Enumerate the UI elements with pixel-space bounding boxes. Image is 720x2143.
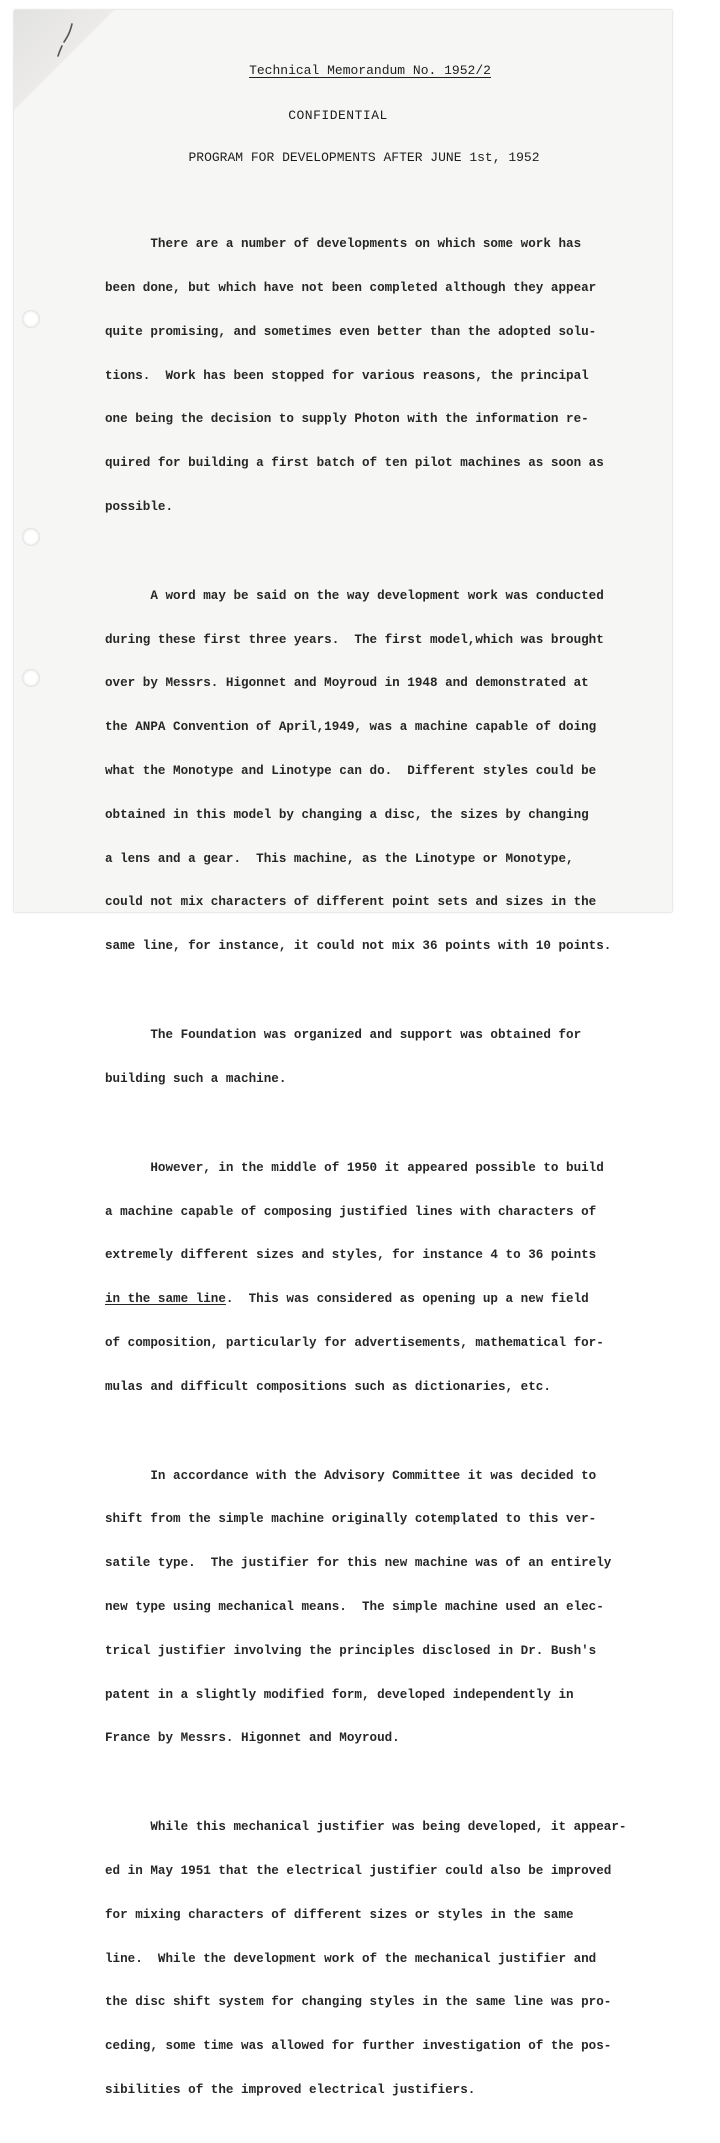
text-line: shift from the simple machine originally cotemplated to this ver- — [105, 1512, 597, 1527]
text-line: tions. Work has been stopped for various reasons, the principal — [105, 368, 589, 383]
text-line: The Foundation was organized and support was obtained for — [105, 1028, 582, 1043]
text-line: While this mechanical justifier was being developed, it appear- — [105, 1820, 627, 1835]
text-line: A word may be said on the way development work was conducted — [105, 588, 604, 603]
text-line: obtained in this model by changing a disc, the sizes by changing — [105, 807, 589, 822]
text-line: the disc shift system for changing styles in the same line was pro- — [105, 1995, 612, 2010]
text-line: of composition, particularly for advertisements, mathematical for- — [105, 1335, 604, 1350]
punch-hole — [22, 310, 40, 328]
text-line: There are a number of developments on which some work has — [105, 237, 582, 252]
text-line: what the Monotype and Linotype can do. Different styles could be — [105, 763, 597, 778]
text-line: same line, for instance, it could not mix 36 points with 10 points. — [105, 939, 612, 954]
text-line: sibilities of the improved electrical justifiers. — [105, 2083, 476, 2098]
paragraph-2 — [105, 560, 665, 983]
text-line: satile type. The justifier for this new machine was of an entirely — [105, 1556, 612, 1571]
memo-title — [20, 63, 720, 78]
text-line: a machine capable of composing justified lines with characters of — [105, 1204, 597, 1219]
text-line: possible. — [105, 499, 174, 514]
paragraph-4 — [105, 1132, 665, 1424]
text-line: during these first three years. The first model,which was brought — [105, 632, 604, 647]
text-line: over by Messrs. Higonnet and Moyroud in 1948 and demonstrated at — [105, 676, 589, 691]
punch-hole — [22, 669, 40, 687]
underlined-phrase: in the same line — [105, 1292, 226, 1307]
text-line: for mixing characters of different sizes or styles in the same — [105, 1907, 574, 1922]
text-line: patent in a slightly modified form, developed independently in — [105, 1687, 574, 1702]
text-line: the ANPA Convention of April,1949, was a machine capable of doing — [105, 720, 597, 735]
text-line: In accordance with the Advisory Committee it was decided to — [105, 1468, 597, 1483]
classification-label: CONFIDENTIAL — [288, 108, 388, 123]
memo-title-text: Technical Memorandum No. 1952/2 — [249, 63, 491, 78]
text-line: trical justifier involving the principles disclosed in Dr. Bush's — [105, 1643, 597, 1658]
text-line: mulas and difficult compositions such as dictionaries, etc. — [105, 1379, 551, 1394]
text-line: ed in May 1951 that the electrical justifier could also be improved — [105, 1864, 612, 1879]
paragraph-3 — [105, 999, 665, 1116]
text-line: line. While the development work of the mechanical justifier and — [105, 1951, 597, 1966]
text-line: However, in the middle of 1950 it appeared possible to build — [105, 1160, 604, 1175]
text-line: new type using mechanical means. The simple machine used an elec- — [105, 1600, 604, 1615]
text-line: quite promising, and sometimes even better than the adopted solu- — [105, 324, 597, 339]
pencil-mark-icon — [54, 22, 78, 58]
text-line: building such a machine. — [105, 1071, 287, 1086]
text-line: extremely different sizes and styles, for instance 4 to 36 points — [105, 1248, 597, 1263]
text-line: could not mix characters of different point sets and sizes in the — [105, 895, 597, 910]
text-line-underlined: in the same line. This was considered as opening up a new field — [105, 1292, 589, 1307]
text-line: a lens and a gear. This machine, as the Linotype or Monotype, — [105, 851, 574, 866]
paragraph-6 — [105, 1791, 665, 2127]
memo-body — [105, 208, 665, 2143]
text-line: quired for building a first batch of ten pilot machines as soon as — [105, 456, 604, 471]
text-line: one being the decision to supply Photon with the information re- — [105, 412, 589, 427]
text-line: France by Messrs. Higonnet and Moyroud. — [105, 1731, 400, 1746]
text-line: been done, but which have not been completed although they appear — [105, 280, 597, 295]
punch-hole — [22, 528, 40, 546]
paragraph-1 — [105, 208, 665, 544]
text-line: ceding, some time was allowed for further investigation of the pos- — [105, 2039, 612, 2054]
paragraph-5 — [105, 1440, 665, 1776]
program-title: PROGRAM FOR DEVELOPMENTS AFTER JUNE 1st, 1952 — [188, 150, 540, 165]
